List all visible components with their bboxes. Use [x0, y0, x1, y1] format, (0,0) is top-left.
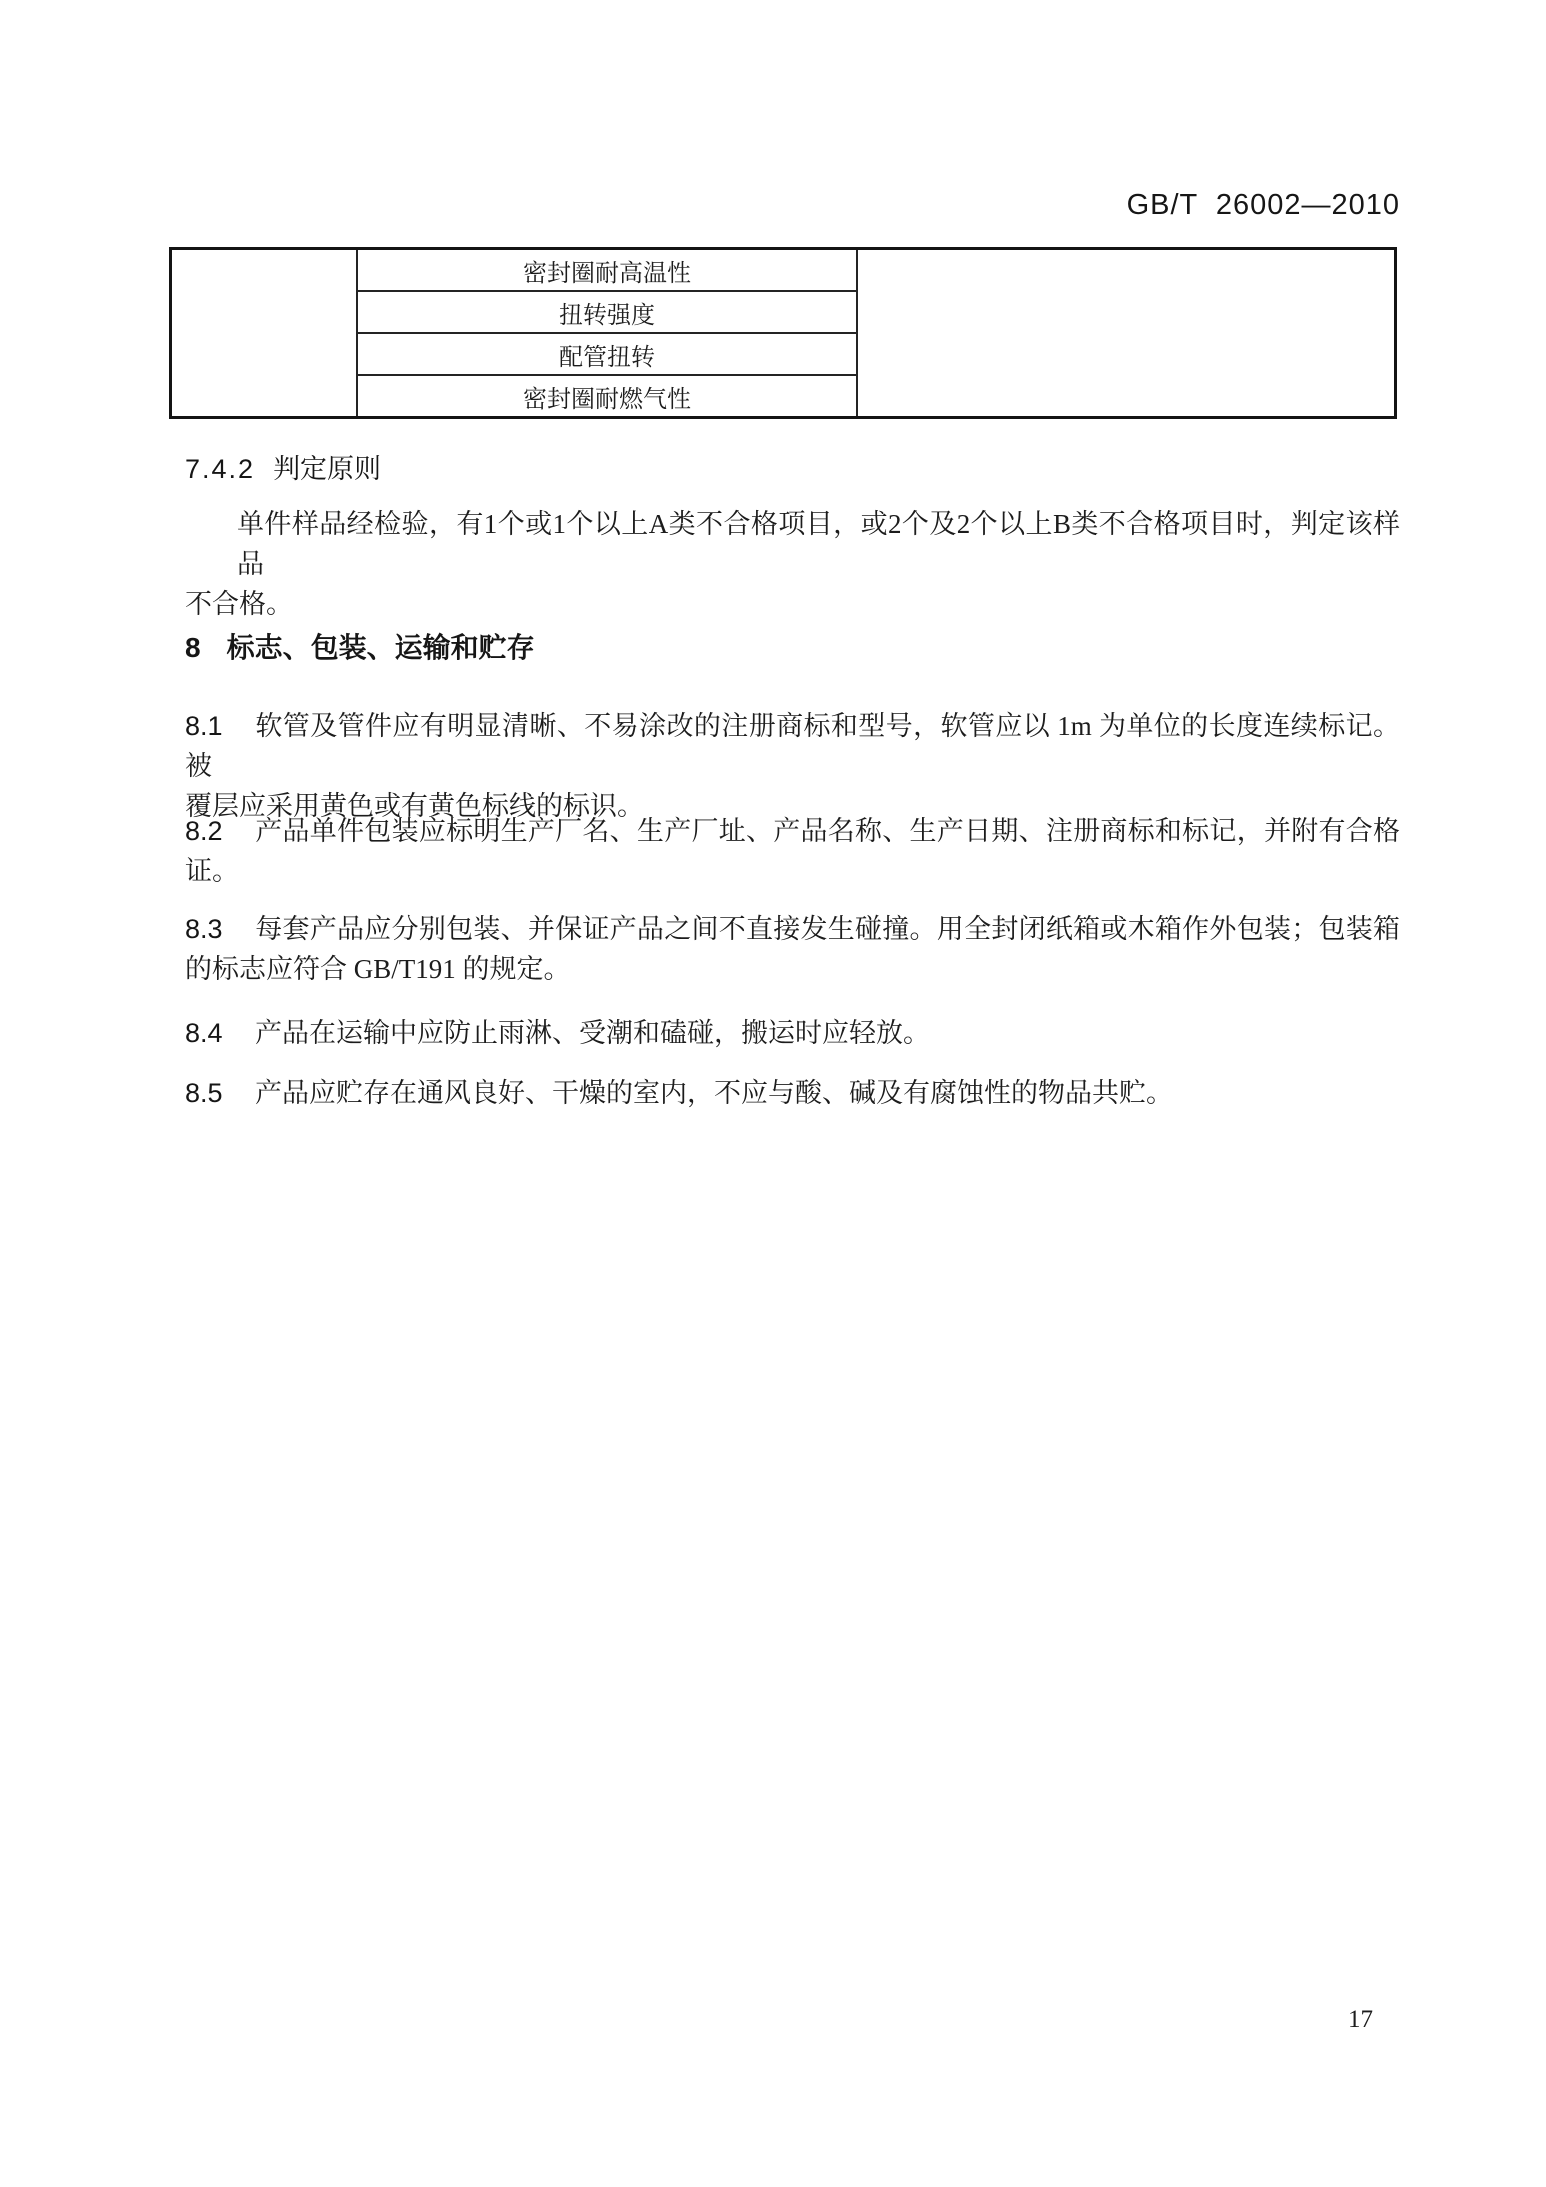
- table-row: 扭转强度: [358, 292, 856, 334]
- clause-number: 7.4.2: [185, 454, 256, 484]
- clause-7-4-2-paragraph: [185, 504, 1400, 624]
- table-row: 密封圈耐燃气性: [523, 386, 691, 413]
- clause-number: 8.3: [185, 914, 223, 944]
- paragraph-text: 产品应贮存在通风良好、干燥的室内，不应与酸、碱及有腐蚀性的物品共贮。: [255, 1078, 1173, 1108]
- test-items-table: [169, 247, 1397, 419]
- clause-8-heading: [185, 626, 535, 666]
- paragraph-line: [185, 811, 1400, 851]
- clause-8-3-paragraph: [185, 909, 1400, 989]
- paragraph-line: 单件样品经检验，有1个或1个以上A类不合格项目，或2个及2个以上B类不合格项目时，判定该样品: [237, 509, 1400, 579]
- clause-number: 8.2: [185, 816, 223, 846]
- paragraph-line: 的标志应符合 GB/T191 的规定。: [185, 954, 571, 984]
- standard-code: GB/T 26002—2010: [1126, 189, 1400, 221]
- clause-title: 判定原则: [273, 454, 382, 484]
- paragraph-line: 证。: [185, 856, 239, 886]
- clause-8-2-paragraph: [185, 811, 1400, 891]
- clause-number: 8.5: [185, 1078, 223, 1108]
- table-col-right-empty: [858, 250, 1394, 416]
- paragraph-line: [185, 909, 1400, 949]
- paragraph-line: [185, 1073, 1400, 1113]
- clause-8-4-paragraph: [185, 1013, 1400, 1053]
- table-row: 密封圈耐高温性: [358, 250, 856, 292]
- clause-8-5-paragraph: [185, 1073, 1400, 1113]
- paragraph-text: 产品在运输中应防止雨淋、受潮和磕碰，搬运时应轻放。: [255, 1018, 930, 1048]
- paragraph-line: [185, 706, 1400, 786]
- table-row: 配管扭转: [358, 334, 856, 376]
- clause-8-1-paragraph: [185, 706, 1400, 826]
- clause-number: 8.4: [185, 1018, 223, 1048]
- page-number: 17: [1348, 2006, 1373, 2033]
- paragraph-line: [185, 1013, 1400, 1053]
- paragraph-line: 覆层应采用黄色或有黄色标线的标识。: [185, 791, 644, 821]
- paragraph-text: 软管及管件应有明显清晰、不易涂改的注册商标和型号，软管应以 1m 为单位的长度连续标记。被: [185, 711, 1400, 781]
- paragraph-text: 产品单件包装应标明生产厂名、生产厂址、产品名称、生产日期、注册商标和标记，并附有合格: [255, 816, 1400, 846]
- paragraph-text: 每套产品应分别包装、并保证产品之间不直接发生碰撞。用全封闭纸箱或木箱作外包装；包装箱: [255, 914, 1400, 944]
- clause-number: 8: [185, 632, 201, 663]
- clause-number: 8.1: [185, 711, 223, 741]
- table-col-items: [358, 250, 858, 416]
- clause-title: 标志、包装、运输和贮存: [226, 632, 535, 663]
- table-col-left-empty: [172, 250, 358, 416]
- clause-7-4-2-heading: [185, 447, 381, 486]
- paragraph-line: 不合格。: [185, 589, 293, 619]
